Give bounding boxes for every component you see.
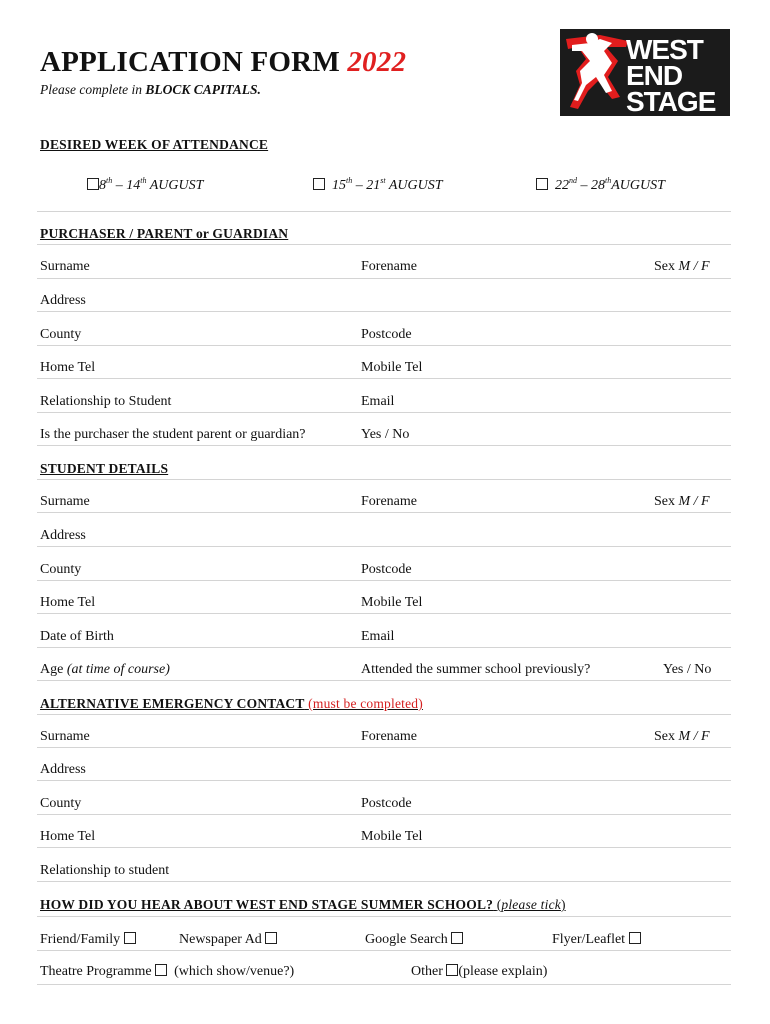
student-attended-question: Attended the summer school previously? [361,662,591,677]
student-postcode-field[interactable]: Postcode [361,562,412,577]
divider [37,647,731,648]
week-3-checkbox[interactable] [536,178,548,190]
divider [37,814,731,815]
subtitle-bold: BLOCK CAPITALS. [145,82,261,97]
hear-option-theatre[interactable]: Theatre Programme (which show/venue?) [40,964,295,979]
purchaser-surname-field[interactable]: Surname [40,259,90,274]
hear-option-friend[interactable]: Friend/Family [40,932,136,948]
emergency-home-tel-field[interactable]: Home Tel [40,829,96,844]
emergency-mobile-tel-field[interactable]: Mobile Tel [361,829,423,844]
student-surname-field[interactable]: Surname [40,494,90,509]
student-sex-field[interactable]: Sex M / F [654,494,710,509]
emergency-postcode-field[interactable]: Postcode [361,796,412,811]
divider [37,714,731,715]
page-title [40,46,406,79]
purchaser-county-field[interactable]: County [40,327,82,342]
divider [37,445,731,446]
student-county-field[interactable]: County [40,562,82,577]
emergency-sex-field[interactable]: Sex M / F [654,729,710,744]
divider [37,278,731,279]
other-checkbox[interactable] [446,964,458,976]
flyer-checkbox[interactable] [629,932,641,944]
divider [37,512,731,513]
week-option-2[interactable]: 15th – 21st AUGUST [313,176,443,194]
student-attended-answer[interactable]: Yes / No [663,662,712,677]
which-show-note: (which show/venue?) [174,964,295,979]
title-text: APPLICATION FORM [40,46,340,78]
purchaser-heading: PURCHASER / PARENT or GUARDIAN [40,226,289,241]
student-home-tel-field[interactable]: Home Tel [40,595,96,610]
week-1-checkbox[interactable] [87,178,99,190]
divider [37,950,731,951]
student-email-field[interactable]: Email [361,629,395,644]
divider [37,345,731,346]
divider [37,984,731,985]
week-option-1[interactable]: 8th – 14th AUGUST [87,176,203,194]
emergency-required-note: (must be completed) [308,696,423,711]
divider [37,847,731,848]
logo-line-west: WEST [626,34,703,65]
week-option-3[interactable]: 22nd – 28thAUGUST [536,176,665,194]
title-year: 2022 [347,46,407,78]
emergency-heading: ALTERNATIVE EMERGENCY CONTACT (must be completed) [40,696,423,711]
divider [37,546,731,547]
student-mobile-tel-field[interactable]: Mobile Tel [361,595,423,610]
purchaser-postcode-field[interactable]: Postcode [361,327,412,342]
divider [37,680,731,681]
friend-checkbox[interactable] [124,932,136,944]
purchaser-mobile-tel-field[interactable]: Mobile Tel [361,360,423,375]
divider [37,211,731,212]
hear-option-other[interactable]: Other (please explain) [411,964,548,979]
purchaser-sex-field[interactable]: Sex M / F [654,259,710,274]
purchaser-address-field[interactable]: Address [40,293,86,308]
emergency-county-field[interactable]: County [40,796,82,811]
subtitle-text: Please complete in [40,82,142,97]
attendance-heading: DESIRED WEEK OF ATTENDANCE [40,137,269,152]
divider [37,916,731,917]
hear-option-google[interactable]: Google Search [365,932,463,948]
hear-heading: HOW DID YOU HEAR ABOUT WEST END STAGE SUMMER SCHOOL? (please tick) [40,897,566,912]
hear-note: (please tick) [496,897,566,912]
purchaser-email-field[interactable]: Email [361,394,395,409]
divider [37,613,731,614]
theatre-checkbox[interactable] [155,964,167,976]
student-address-field[interactable]: Address [40,528,86,543]
student-age-field[interactable]: Age (at time of course) [40,662,170,677]
purchaser-forename-field[interactable]: Forename [361,259,417,274]
emergency-surname-field[interactable]: Surname [40,729,90,744]
divider [37,780,731,781]
divider [37,378,731,379]
divider [37,244,731,245]
purchaser-home-tel-field[interactable]: Home Tel [40,360,96,375]
logo-graphic [560,29,730,116]
purchaser-guardian-answer[interactable]: Yes / No [361,427,410,442]
emergency-address-field[interactable]: Address [40,762,86,777]
student-heading: STUDENT DETAILS [40,461,169,476]
logo-line-stage: STAGE [626,86,716,116]
divider [37,479,731,480]
newspaper-checkbox[interactable] [265,932,277,944]
emergency-forename-field[interactable]: Forename [361,729,417,744]
divider [37,580,731,581]
purchaser-relationship-field[interactable]: Relationship to Student [40,394,172,409]
west-end-stage-logo [560,29,730,116]
divider [37,747,731,748]
divider [37,412,731,413]
purchaser-guardian-question: Is the purchaser the student parent or guardian? [40,427,306,442]
explain-note: (please explain) [458,964,548,979]
week-2-checkbox[interactable] [313,178,325,190]
emergency-relationship-field[interactable]: Relationship to student [40,863,170,878]
logo-line-end: END [626,60,683,91]
page-subtitle [40,82,261,98]
student-dob-field[interactable]: Date of Birth [40,629,114,644]
divider [37,311,731,312]
google-checkbox[interactable] [451,932,463,944]
student-forename-field[interactable]: Forename [361,494,417,509]
divider [37,881,731,882]
hear-option-flyer[interactable]: Flyer/Leaflet [552,932,641,948]
hear-option-newspaper[interactable]: Newspaper Ad [179,932,277,948]
